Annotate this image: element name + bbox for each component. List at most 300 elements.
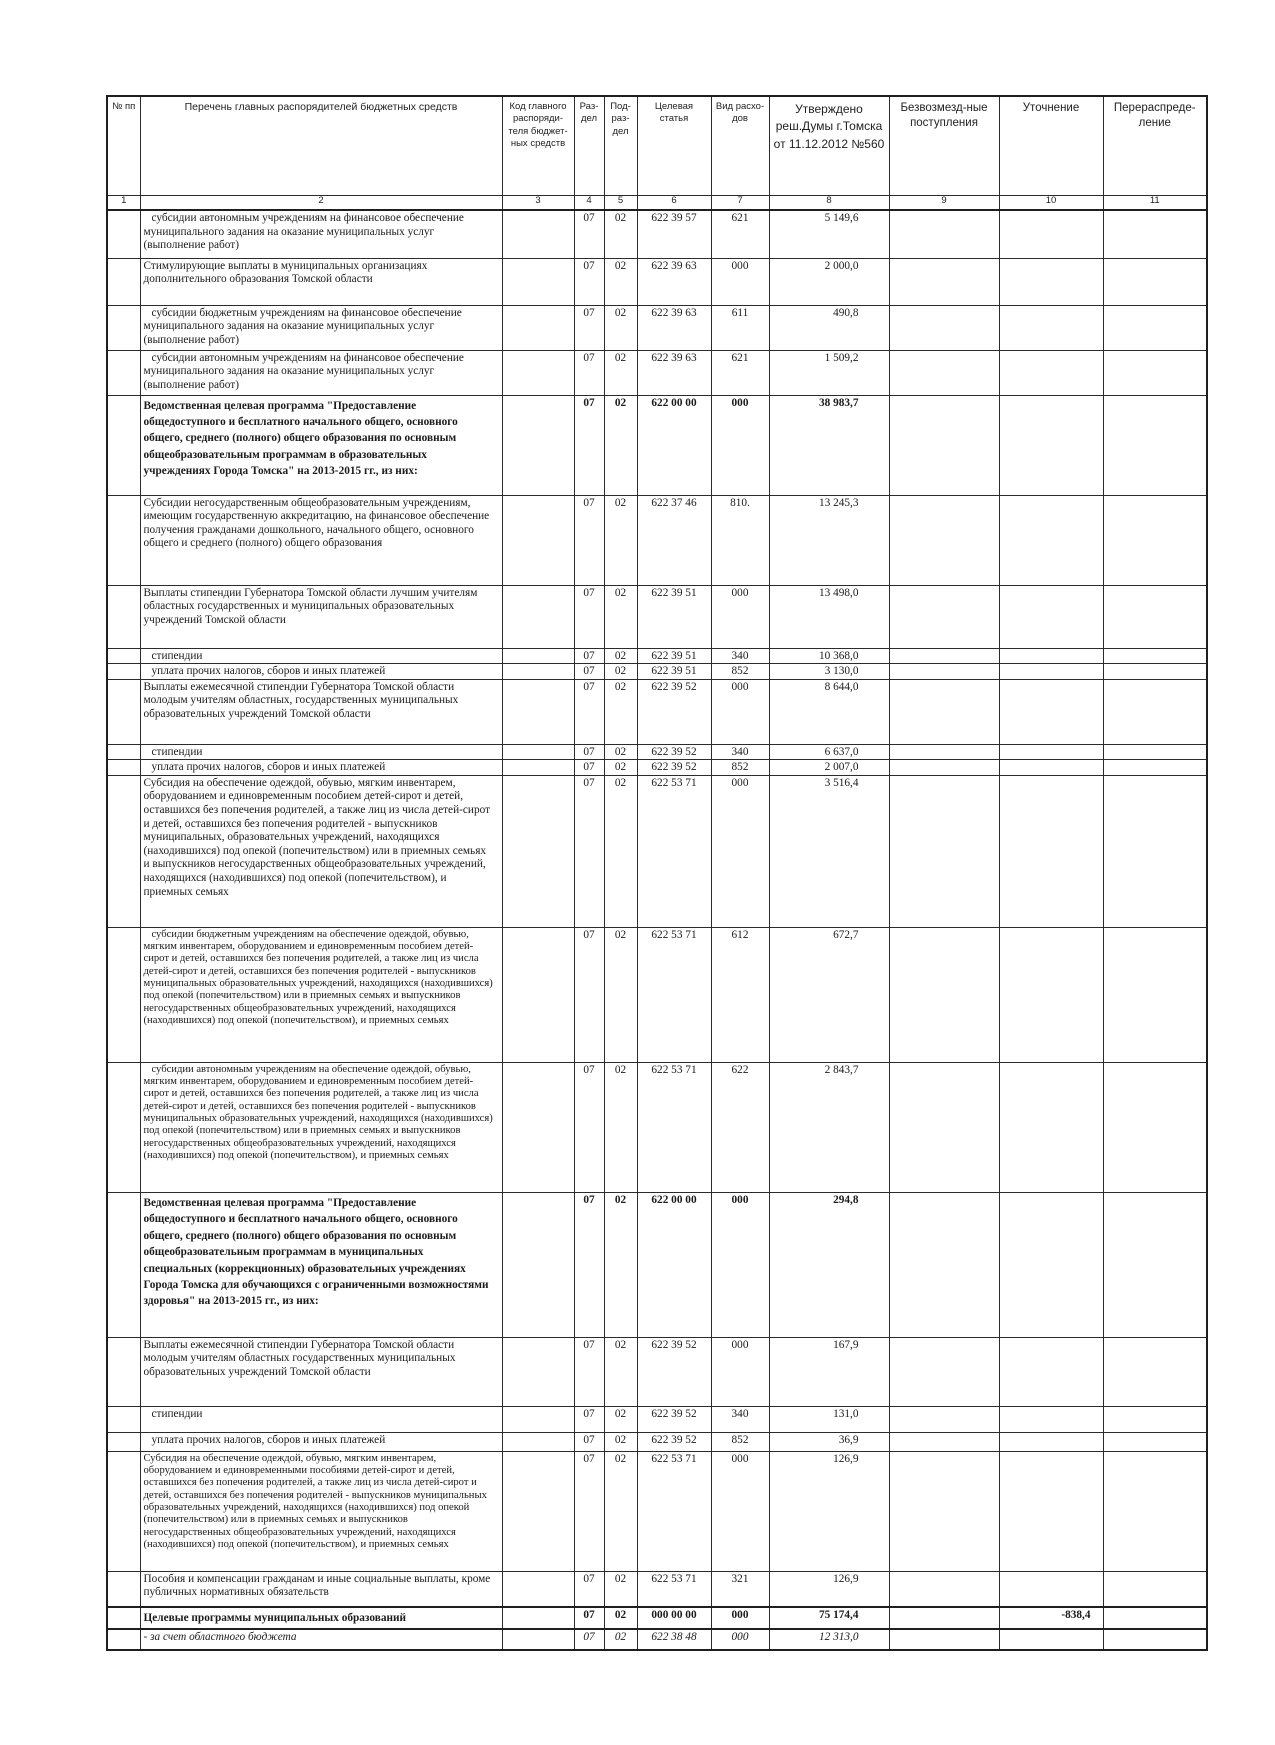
column-number: 7 [711, 196, 769, 211]
target-article-cell: 622 53 71 [637, 927, 711, 1062]
podrazdel-cell: 02 [604, 1192, 637, 1337]
approved-amount-cell: 490,8 [769, 305, 889, 350]
target-article-cell: 622 39 63 [637, 350, 711, 395]
redistribution-amount-cell [1103, 679, 1207, 744]
adjustment-amount-cell [999, 1451, 1103, 1571]
redistribution-amount-cell [1103, 1192, 1207, 1337]
razdel-cell: 07 [574, 760, 604, 776]
gr-code-cell [502, 585, 574, 648]
adjustment-amount-cell [999, 775, 1103, 927]
table-row [107, 760, 1207, 776]
approved-amount-cell: 36,9 [769, 1432, 889, 1451]
razdel-cell: 07 [574, 1337, 604, 1406]
target-article-cell: 622 53 71 [637, 1571, 711, 1607]
adjustment-amount-cell [999, 679, 1103, 744]
gr-code-cell [502, 258, 574, 305]
column-header: Перераспреде-ление [1103, 96, 1207, 196]
grants-amount-cell [889, 760, 999, 776]
gr-code-cell [502, 648, 574, 664]
table-row [107, 1192, 1207, 1337]
redistribution-amount-cell [1103, 1432, 1207, 1451]
razdel-cell: 07 [574, 1451, 604, 1571]
target-article-cell: 622 39 51 [637, 648, 711, 664]
row-label-cell: субсидии автономным учреждениям на финансовое обеспечение муниципального задания на оказание муниципальных услуг (выполнение работ) [140, 210, 502, 258]
column-number: 11 [1103, 196, 1207, 211]
adjustment-amount-cell [999, 744, 1103, 760]
redistribution-amount-cell [1103, 648, 1207, 664]
table-row [107, 664, 1207, 680]
document-page [0, 95, 1275, 1745]
table-row [107, 1432, 1207, 1451]
column-header: Вид расхо-дов [711, 96, 769, 196]
podrazdel-cell: 02 [604, 1451, 637, 1571]
target-article-cell: 622 39 57 [637, 210, 711, 258]
razdel-cell: 07 [574, 679, 604, 744]
podrazdel-cell: 02 [604, 495, 637, 585]
row-number-cell [107, 305, 140, 350]
redistribution-amount-cell [1103, 927, 1207, 1062]
podrazdel-cell: 02 [604, 927, 637, 1062]
expense-type-cell: 000 [711, 395, 769, 495]
row-number-cell [107, 1337, 140, 1406]
gr-code-cell [502, 1432, 574, 1451]
podrazdel-cell: 02 [604, 760, 637, 776]
approved-amount-cell: 3 130,0 [769, 664, 889, 680]
table-row [107, 1629, 1207, 1650]
grants-amount-cell [889, 775, 999, 927]
column-number: 1 [107, 196, 140, 211]
grants-amount-cell [889, 679, 999, 744]
table-row [107, 1062, 1207, 1192]
approved-amount-cell: 672,7 [769, 927, 889, 1062]
row-label-cell: уплата прочих налогов, сборов и иных платежей [140, 760, 502, 776]
razdel-cell: 07 [574, 1629, 604, 1650]
gr-code-cell [502, 1629, 574, 1650]
expense-type-cell: 000 [711, 1629, 769, 1650]
row-number-cell [107, 1192, 140, 1337]
gr-code-cell [502, 1607, 574, 1629]
column-header: Перечень главных распорядителей бюджетных средств [140, 96, 502, 196]
gr-code-cell [502, 495, 574, 585]
row-label-cell: Выплаты стипендии Губернатора Томской области лучшим учителям областных государственных и муниципальных образовательных учреждений Томской области [140, 585, 502, 648]
podrazdel-cell: 02 [604, 350, 637, 395]
expense-type-cell: 810. [711, 495, 769, 585]
approved-amount-cell: 38 983,7 [769, 395, 889, 495]
gr-code-cell [502, 1192, 574, 1337]
header-numbers-row [107, 196, 1207, 211]
table-row [107, 1337, 1207, 1406]
approved-amount-cell: 12 313,0 [769, 1629, 889, 1650]
target-article-cell: 622 39 52 [637, 1432, 711, 1451]
adjustment-amount-cell [999, 305, 1103, 350]
podrazdel-cell: 02 [604, 1607, 637, 1629]
gr-code-cell [502, 210, 574, 258]
gr-code-cell [502, 679, 574, 744]
expense-type-cell: 340 [711, 648, 769, 664]
gr-code-cell [502, 744, 574, 760]
row-number-cell [107, 1629, 140, 1650]
razdel-cell: 07 [574, 495, 604, 585]
expense-type-cell: 000 [711, 585, 769, 648]
row-number-cell [107, 1607, 140, 1629]
table-row [107, 350, 1207, 395]
approved-amount-cell: 6 637,0 [769, 744, 889, 760]
redistribution-amount-cell [1103, 210, 1207, 258]
column-number: 4 [574, 196, 604, 211]
expense-type-cell: 852 [711, 664, 769, 680]
target-article-cell: 622 39 63 [637, 258, 711, 305]
row-label-cell: стипендии [140, 1406, 502, 1432]
row-number-cell [107, 585, 140, 648]
table-row [107, 648, 1207, 664]
podrazdel-cell: 02 [604, 585, 637, 648]
redistribution-amount-cell [1103, 1571, 1207, 1607]
row-label-cell: субсидии бюджетным учреждениям на финансовое обеспечение муниципального задания на оказание муниципальных услуг (выполнение работ) [140, 305, 502, 350]
razdel-cell: 07 [574, 648, 604, 664]
podrazdel-cell: 02 [604, 258, 637, 305]
grants-amount-cell [889, 648, 999, 664]
row-label-cell: стипендии [140, 648, 502, 664]
adjustment-amount-cell [999, 1062, 1103, 1192]
gr-code-cell [502, 395, 574, 495]
redistribution-amount-cell [1103, 1607, 1207, 1629]
approved-amount-cell: 131,0 [769, 1406, 889, 1432]
redistribution-amount-cell [1103, 775, 1207, 927]
grants-amount-cell [889, 1062, 999, 1192]
razdel-cell: 07 [574, 305, 604, 350]
gr-code-cell [502, 1451, 574, 1571]
target-article-cell: 622 39 52 [637, 1406, 711, 1432]
approved-amount-cell: 8 644,0 [769, 679, 889, 744]
podrazdel-cell: 02 [604, 664, 637, 680]
row-label-cell: субсидии автономным учреждениям на финансовое обеспечение муниципального задания на оказание муниципальных услуг (выполнение работ) [140, 350, 502, 395]
expense-type-cell: 612 [711, 927, 769, 1062]
expense-type-cell: 321 [711, 1571, 769, 1607]
approved-amount-cell: 5 149,6 [769, 210, 889, 258]
row-label-cell: стипендии [140, 744, 502, 760]
target-article-cell: 000 00 00 [637, 1607, 711, 1629]
razdel-cell: 07 [574, 1432, 604, 1451]
expense-type-cell: 000 [711, 258, 769, 305]
column-header: Код главного распоряди-теля бюджет-ных средств [502, 96, 574, 196]
grants-amount-cell [889, 350, 999, 395]
row-label-cell: Субсидия на обеспечение одеждой, обувью, мягким инвентарем, оборудованием и единовременными пособиями детей-сирот и детей, оставшихся без попечения родителей, а также лиц из числа детей-сирот и детей, оставшихся без попечения родителей - выпускников муниципальных образовательных учреждений, находящихся (находившихся) под опекой (попечительством) или в приемных семьях и выпускников негосударственных общеобразовательных учреждений, находящихся (находившихся) под опекой (попечительством), и приемных семьях [140, 1451, 502, 1571]
table-row [107, 1451, 1207, 1571]
podrazdel-cell: 02 [604, 1432, 637, 1451]
row-number-cell [107, 1062, 140, 1192]
expense-type-cell: 621 [711, 210, 769, 258]
grants-amount-cell [889, 1571, 999, 1607]
row-number-cell [107, 679, 140, 744]
target-article-cell: 622 00 00 [637, 395, 711, 495]
row-number-cell [107, 258, 140, 305]
table-row [107, 1571, 1207, 1607]
razdel-cell: 07 [574, 210, 604, 258]
razdel-cell: 07 [574, 395, 604, 495]
approved-amount-cell: 126,9 [769, 1451, 889, 1571]
target-article-cell: 622 37 46 [637, 495, 711, 585]
expense-type-cell: 000 [711, 1337, 769, 1406]
target-article-cell: 622 39 63 [637, 305, 711, 350]
target-article-cell: 622 39 52 [637, 744, 711, 760]
column-header: Уточнение [999, 96, 1103, 196]
row-label-cell: Субсидия на обеспечение одеждой, обувью, мягким инвентарем, оборудованием и единовременным пособием детей-сирот и детей, оставшихся без попечения родителей, а также лиц из числа детей-сирот и детей, оставшихся без попечения родителей - выпускников муниципальных, образовательных учреждений, находящихся (находившихся) под опекой (попечительством) или в приемных семьях и выпускников негосударственных общеобразовательных учреждений, находящихся (находившихся) под опекой (попечительством), и приемных семьях [140, 775, 502, 927]
razdel-cell: 07 [574, 927, 604, 1062]
row-number-cell [107, 210, 140, 258]
redistribution-amount-cell [1103, 760, 1207, 776]
grants-amount-cell [889, 927, 999, 1062]
row-label-cell: Ведомственная целевая программа "Предоставление общедоступного и бесплатного начального общего, основного общего, среднего (полного) общего образования по основным общеобразовательным программам в образовательных учреждениях Города Томска" на 2013-2015 гг., из них: [140, 395, 502, 495]
redistribution-amount-cell [1103, 664, 1207, 680]
expense-type-cell: 340 [711, 744, 769, 760]
podrazdel-cell: 02 [604, 679, 637, 744]
table-row [107, 927, 1207, 1062]
approved-amount-cell: 167,9 [769, 1337, 889, 1406]
row-number-cell [107, 495, 140, 585]
gr-code-cell [502, 350, 574, 395]
column-number: 3 [502, 196, 574, 211]
razdel-cell: 07 [574, 775, 604, 927]
table-header [107, 96, 1207, 210]
row-number-cell [107, 1406, 140, 1432]
gr-code-cell [502, 1062, 574, 1192]
grants-amount-cell [889, 1432, 999, 1451]
column-header: Под-раз-дел [604, 96, 637, 196]
row-label-cell: Выплаты ежемесячной стипендии Губернатора Томской области молодым учителям областных, государственных муниципальных образовательных учреждений Томской области [140, 679, 502, 744]
approved-amount-cell: 75 174,4 [769, 1607, 889, 1629]
razdel-cell: 07 [574, 1406, 604, 1432]
redistribution-amount-cell [1103, 495, 1207, 585]
expense-type-cell: 340 [711, 1406, 769, 1432]
table-row [107, 495, 1207, 585]
grants-amount-cell [889, 1451, 999, 1571]
expense-type-cell: 622 [711, 1062, 769, 1192]
row-label-cell: уплата прочих налогов, сборов и иных платежей [140, 1432, 502, 1451]
row-number-cell [107, 927, 140, 1062]
table-row [107, 395, 1207, 495]
row-number-cell [107, 775, 140, 927]
row-number-cell [107, 664, 140, 680]
redistribution-amount-cell [1103, 1451, 1207, 1571]
row-number-cell [107, 760, 140, 776]
target-article-cell: 622 39 51 [637, 585, 711, 648]
adjustment-amount-cell [999, 395, 1103, 495]
row-number-cell [107, 744, 140, 760]
adjustment-amount-cell [999, 495, 1103, 585]
razdel-cell: 07 [574, 1571, 604, 1607]
gr-code-cell [502, 1571, 574, 1607]
row-label-cell: субсидии автономным учреждениям на обеспечение одеждой, обувью, мягким инвентарем, оборудованием и единовременным пособием детей-сирот и детей, оставшихся без попечения родителей, а также лиц из числа детей-сирот и детей, оставшихся без попечения родителей - выпускников муниципальных образовательных учреждений, находящихся (находившихся) под опекой (попечительством) или в приемных семьях и выпускников негосударственных общеобразовательных учреждений, находящихся (находившихся) под опекой (попечительством), и приемных семьях [140, 1062, 502, 1192]
redistribution-amount-cell [1103, 585, 1207, 648]
redistribution-amount-cell [1103, 1629, 1207, 1650]
header-labels-row [107, 96, 1207, 196]
grants-amount-cell [889, 1406, 999, 1432]
grants-amount-cell [889, 1629, 999, 1650]
podrazdel-cell: 02 [604, 210, 637, 258]
column-number: 9 [889, 196, 999, 211]
podrazdel-cell: 02 [604, 1571, 637, 1607]
adjustment-amount-cell: -838,4 [999, 1607, 1103, 1629]
column-number: 8 [769, 196, 889, 211]
adjustment-amount-cell [999, 1629, 1103, 1650]
budget-table [106, 95, 1208, 1651]
adjustment-amount-cell [999, 1337, 1103, 1406]
approved-amount-cell: 126,9 [769, 1571, 889, 1607]
row-label-cell: Стимулирующие выплаты в муниципальных организациях дополнительного образования Томской области [140, 258, 502, 305]
approved-amount-cell: 1 509,2 [769, 350, 889, 395]
column-number: 2 [140, 196, 502, 211]
approved-amount-cell: 2 007,0 [769, 760, 889, 776]
adjustment-amount-cell [999, 927, 1103, 1062]
redistribution-amount-cell [1103, 305, 1207, 350]
adjustment-amount-cell [999, 760, 1103, 776]
adjustment-amount-cell [999, 1571, 1103, 1607]
expense-type-cell: 852 [711, 760, 769, 776]
table-body [107, 210, 1207, 1650]
podrazdel-cell: 02 [604, 305, 637, 350]
razdel-cell: 07 [574, 585, 604, 648]
adjustment-amount-cell [999, 350, 1103, 395]
expense-type-cell: 611 [711, 305, 769, 350]
gr-code-cell [502, 664, 574, 680]
grants-amount-cell [889, 395, 999, 495]
razdel-cell: 07 [574, 1607, 604, 1629]
grants-amount-cell [889, 744, 999, 760]
approved-amount-cell: 10 368,0 [769, 648, 889, 664]
adjustment-amount-cell [999, 258, 1103, 305]
adjustment-amount-cell [999, 1406, 1103, 1432]
table-row [107, 1607, 1207, 1629]
target-article-cell: 622 53 71 [637, 1062, 711, 1192]
expense-type-cell: 000 [711, 1451, 769, 1571]
razdel-cell: 07 [574, 664, 604, 680]
table-row [107, 305, 1207, 350]
row-label-cell: - за счет областного бюджета [140, 1629, 502, 1650]
row-label-cell: уплата прочих налогов, сборов и иных платежей [140, 664, 502, 680]
grants-amount-cell [889, 585, 999, 648]
row-label-cell: Целевые программы муниципальных образований [140, 1607, 502, 1629]
expense-type-cell: 000 [711, 1607, 769, 1629]
redistribution-amount-cell [1103, 258, 1207, 305]
podrazdel-cell: 02 [604, 1337, 637, 1406]
adjustment-amount-cell [999, 1192, 1103, 1337]
column-header: Безвозмезд-ные поступления [889, 96, 999, 196]
table-row [107, 775, 1207, 927]
adjustment-amount-cell [999, 648, 1103, 664]
razdel-cell: 07 [574, 350, 604, 395]
podrazdel-cell: 02 [604, 395, 637, 495]
redistribution-amount-cell [1103, 350, 1207, 395]
target-article-cell: 622 53 71 [637, 775, 711, 927]
column-header: Раз-дел [574, 96, 604, 196]
gr-code-cell [502, 760, 574, 776]
approved-amount-cell: 13 245,3 [769, 495, 889, 585]
redistribution-amount-cell [1103, 1062, 1207, 1192]
gr-code-cell [502, 927, 574, 1062]
target-article-cell: 622 39 52 [637, 679, 711, 744]
adjustment-amount-cell [999, 664, 1103, 680]
podrazdel-cell: 02 [604, 648, 637, 664]
expense-type-cell: 000 [711, 1192, 769, 1337]
grants-amount-cell [889, 664, 999, 680]
adjustment-amount-cell [999, 585, 1103, 648]
row-number-cell [107, 1571, 140, 1607]
grants-amount-cell [889, 495, 999, 585]
approved-amount-cell: 13 498,0 [769, 585, 889, 648]
table-row [107, 258, 1207, 305]
razdel-cell: 07 [574, 258, 604, 305]
grants-amount-cell [889, 305, 999, 350]
row-label-cell: Субсидии негосударственным общеобразовательным учреждениям, имеющим государственную аккредитацию, на финансовое обеспечение получения гражданами дошкольного, начального общего, основного общего и среднего (полного) общего образования [140, 495, 502, 585]
column-number: 6 [637, 196, 711, 211]
gr-code-cell [502, 1337, 574, 1406]
column-number: 10 [999, 196, 1103, 211]
gr-code-cell [502, 305, 574, 350]
row-label-cell: Пособия и компенсации гражданам и иные социальные выплаты, кроме публичных нормативных обязательств [140, 1571, 502, 1607]
table-row [107, 1406, 1207, 1432]
row-number-cell [107, 395, 140, 495]
grants-amount-cell [889, 1607, 999, 1629]
podrazdel-cell: 02 [604, 775, 637, 927]
target-article-cell: 622 39 51 [637, 664, 711, 680]
adjustment-amount-cell [999, 1432, 1103, 1451]
gr-code-cell [502, 775, 574, 927]
podrazdel-cell: 02 [604, 1629, 637, 1650]
column-header: Утверждено реш.Думы г.Томска от 11.12.2012 №560 [769, 96, 889, 196]
approved-amount-cell: 3 516,4 [769, 775, 889, 927]
row-label-cell: Выплаты ежемесячной стипендии Губернатора Томской области молодым учителям областных государственных муниципальных образовательных учреждений Томской области [140, 1337, 502, 1406]
redistribution-amount-cell [1103, 1337, 1207, 1406]
podrazdel-cell: 02 [604, 744, 637, 760]
redistribution-amount-cell [1103, 1406, 1207, 1432]
target-article-cell: 622 38 48 [637, 1629, 711, 1650]
row-label-cell: Ведомственная целевая программа "Предоставление общедоступного и бесплатного начального общего, основного общего, среднего (полного) общего образования по основным общеобразовательным программам в муниципальных специальных (коррекционных) образовательных учреждениях Города Томска для обучающихся с ограниченными возможностями здоровья" на 2013-2015 гг., из них: [140, 1192, 502, 1337]
redistribution-amount-cell [1103, 395, 1207, 495]
table-row [107, 585, 1207, 648]
row-label-cell: субсидии бюджетным учреждениям на обеспечение одеждой, обувью, мягким инвентарем, оборудованием и единовременным пособием детей-сирот и детей, оставшихся без попечения родителей, а также лиц из числа детей-сирот и детей, оставшихся без попечения родителей - выпускников муниципальных образовательных учреждений, находящихся (находившихся) под опекой (попечительством) или в приемных семьях и выпускников негосударственных общеобразовательных учреждений, находящихся (находившихся) под опекой (попечительством), и приемных семьях [140, 927, 502, 1062]
grants-amount-cell [889, 1192, 999, 1337]
row-number-cell [107, 350, 140, 395]
razdel-cell: 07 [574, 1192, 604, 1337]
adjustment-amount-cell [999, 210, 1103, 258]
podrazdel-cell: 02 [604, 1406, 637, 1432]
table-row [107, 210, 1207, 258]
razdel-cell: 07 [574, 1062, 604, 1192]
expense-type-cell: 000 [711, 775, 769, 927]
podrazdel-cell: 02 [604, 1062, 637, 1192]
row-number-cell [107, 648, 140, 664]
redistribution-amount-cell [1103, 744, 1207, 760]
column-header: № пп [107, 96, 140, 196]
grants-amount-cell [889, 258, 999, 305]
approved-amount-cell: 2 000,0 [769, 258, 889, 305]
grants-amount-cell [889, 1337, 999, 1406]
expense-type-cell: 621 [711, 350, 769, 395]
table-row [107, 744, 1207, 760]
razdel-cell: 07 [574, 744, 604, 760]
row-number-cell [107, 1451, 140, 1571]
grants-amount-cell [889, 210, 999, 258]
gr-code-cell [502, 1406, 574, 1432]
target-article-cell: 622 00 00 [637, 1192, 711, 1337]
target-article-cell: 622 39 52 [637, 760, 711, 776]
column-header: Целевая статья [637, 96, 711, 196]
table-row [107, 679, 1207, 744]
expense-type-cell: 000 [711, 679, 769, 744]
column-number: 5 [604, 196, 637, 211]
approved-amount-cell: 2 843,7 [769, 1062, 889, 1192]
row-number-cell [107, 1432, 140, 1451]
